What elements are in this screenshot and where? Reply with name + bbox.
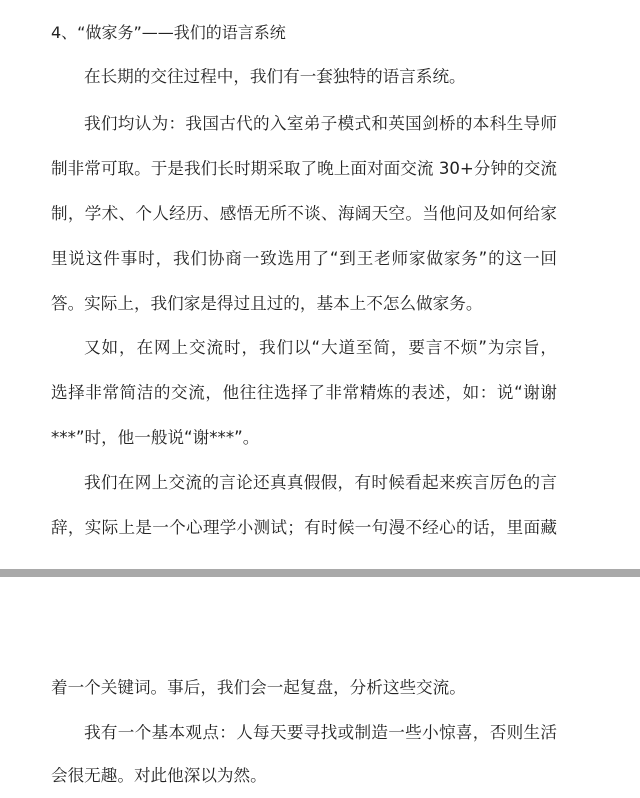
paragraph-line: 着一个关键词。事后，我们会一起复盘，分析这些交流。 [51,678,466,697]
page-break-divider [0,569,640,577]
paragraph-line: 辞，实际上是一个心理学小测试；有时候一句漫不经心的话，里面藏 [51,518,557,537]
paragraph-line: 会很无趣。对此他深以为然。 [51,766,267,785]
paragraph-line: ***”时，他一般说“谢***”。 [51,428,260,447]
paragraph-line: 制非常可取。于是我们长时期采取了晚上面对面交流 30+分钟的交流 [51,159,557,178]
paragraph-line: 我们在网上交流的言论还真真假假，有时候看起来疾言厉色的言 [84,473,557,492]
paragraph-line: 在长期的交往过程中，我们有一套独特的语言系统。 [84,67,466,86]
document-heading: 4、“做家务”——我们的语言系统 [51,23,286,42]
paragraph-line: 又如，在网上交流时，我们以“大道至简，要言不烦”为宗旨， [84,338,557,357]
paragraph-line: 选择非常简洁的交流，他往往选择了非常精炼的表述，如：说“谢谢 [51,383,557,402]
paragraph-line: 里说这件事时，我们协商一致选用了“到王老师家做家务”的这一回 [51,249,557,268]
paragraph-line: 我们均认为：我国古代的入室弟子模式和英国剑桥的本科生导师 [84,114,557,133]
paragraph-line: 答。实际上，我们家是得过且过的，基本上不怎么做家务。 [51,294,483,313]
paragraph-line: 我有一个基本观点：人每天要寻找或制造一些小惊喜，否则生活 [84,723,557,742]
paragraph-line: 制，学术、个人经历、感悟无所不谈、海阔天空。当他问及如何给家 [51,204,557,223]
